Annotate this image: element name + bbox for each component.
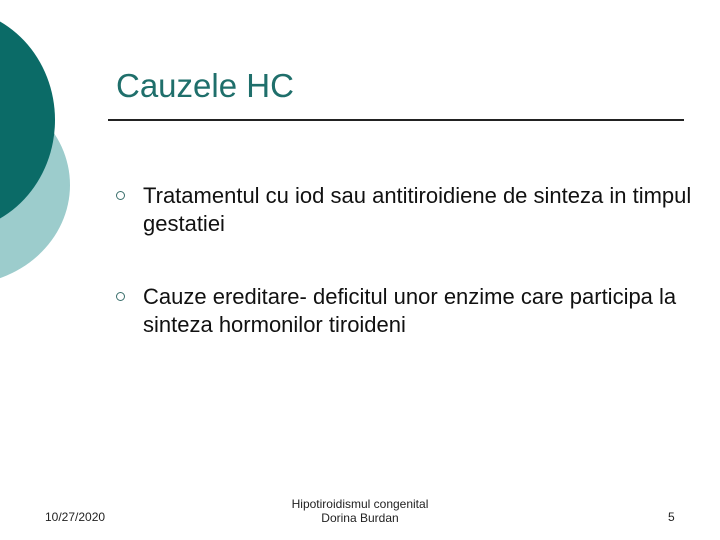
bullet-item (116, 283, 696, 339)
page-number: 5 (668, 510, 675, 524)
footer-center (260, 497, 460, 525)
footer-author: Dorina Burdan (321, 511, 399, 525)
bullet-item (116, 182, 696, 238)
title-divider (108, 119, 684, 121)
decorative-circles (0, 0, 80, 290)
hollow-circle-bullet-icon (116, 292, 125, 301)
bullet-list (116, 182, 696, 384)
hollow-circle-bullet-icon (116, 191, 125, 200)
footer-date: 10/27/2020 (45, 510, 106, 524)
footer-presentation-title: Hipotiroidismul congenital (291, 497, 429, 511)
slide-title: Cauzele HC (116, 67, 294, 104)
bullet-text: Tratamentul cu iod sau antitiroidiene de sinteza in timpul gestatiei (143, 183, 692, 236)
bullet-text: Cauze ereditare- deficitul unor enzime care participa la sinteza hormonilor tiroideni (143, 284, 677, 337)
